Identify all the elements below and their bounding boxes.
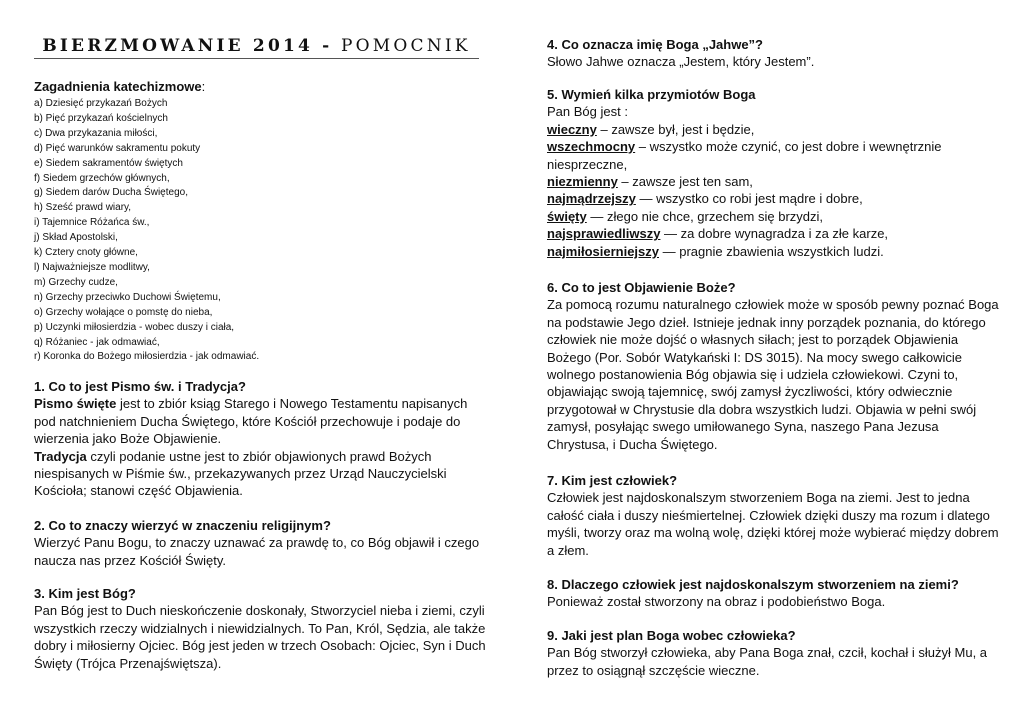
title-underline [34, 58, 479, 59]
list-item: b) Pięć przykazań kościelnych [34, 112, 168, 124]
question-title: 3. Kim jest Bóg? [34, 586, 136, 601]
list-item: k) Cztery cnoty główne, [34, 247, 138, 259]
list-item: l) Najważniejsze modlitwy, [34, 261, 150, 273]
title-bold: BIERZMOWANIE 2014 - [42, 36, 333, 56]
list-item: m) Grzechy cudze, [34, 276, 118, 288]
question-answer: Pan Bóg jest to Duch nieskończenie doskonały, Stworzyciel nieba i ziemi, czyli wszystkich rzeczy widzialnych i niewidzialnych. To Pan, Król, Sędzia, ale także dobry i miłosierny Ojciec. Bóg jest jeden w trzech Osobach: Ojciec, Syn i Duch Święty (Trójca Przenajświętsza). [34, 603, 486, 671]
list-item: a) Dziesięć przykazań Bożych [34, 98, 168, 109]
list-item: i) Tajemnice Różańca św., [34, 217, 150, 229]
attribute-item: święty — złego nie chce, grzechem się brzydzi, [547, 208, 824, 224]
question-1 [34, 378, 486, 500]
question-title: 4. Co oznacza imię Boga „Jahwe”? [547, 37, 763, 52]
title-subtitle: POMOCNIK [341, 36, 471, 56]
question-title: 7. Kim jest człowiek? [547, 473, 678, 488]
question-answer: Ponieważ został stworzony na obraz i podobieństwo Boga. [547, 594, 886, 610]
topics-section [34, 78, 474, 365]
question-title: 5. Wymień kilka przymiotów Boga [547, 87, 756, 102]
list-item: q) Różaniec - jak odmawiać, [34, 336, 160, 348]
question-answer: Człowiek jest najdoskonalszym stworzeniem Boga na ziemi. Jest to jedna całość ciała i duszy nieśmiertelnej. Człowiek dzięki duszy ma rozum i dlatego myśli, tworzy oraz ma wolną wolę, dzięki której może wybierać między dobrem a złem. [547, 490, 999, 558]
question-4 [547, 36, 999, 71]
question-intro: Pan Bóg jest : [547, 104, 628, 120]
list-item: p) Uczynki miłosierdzia - wobec duszy i ciała, [34, 321, 235, 333]
topics-heading: Zagadnienia katechizmowe: [34, 79, 206, 94]
question-8 [547, 576, 999, 611]
list-item: d) Pięć warunków sakramentu pokuty [34, 142, 201, 154]
attribute-item: niezmienny – zawsze jest ten sam, [547, 174, 753, 190]
list-item: r) Koronka do Bożego miłosierdzia - jak odmawiać. [34, 351, 260, 363]
question-title: 8. Dlaczego człowiek jest najdoskonalszym stworzeniem na ziemi? [547, 577, 959, 592]
question-answer: Pismo święte jest to zbiór ksiąg Starego i Nowego Testamentu napisanych pod natchnieniem Ducha Świętego, które Kościół przechowuje i podaje do wierzenia jako Boże Objawienie. [34, 396, 468, 447]
attribute-item: najsprawiedliwszy — za dobre wynagradza i za złe karze, [547, 226, 889, 242]
question-title: 6. Co to jest Objawienie Boże? [547, 280, 736, 295]
attribute-item: najmiłosierniejszy — pragnie zbawienia wszystkich ludzi. [547, 243, 884, 259]
attribute-item: wszechmocny – wszystko może czynić, co jest dobre i wewnętrznie niesprzeczne, [547, 139, 942, 172]
question-title: 9. Jaki jest plan Boga wobec człowieka? [547, 628, 796, 643]
question-answer: Za pomocą rozumu naturalnego człowiek może w sposób pewny poznać Boga na podstawie Jego dzieł. Istnieje jednak inny porządek poznania, do którego człowiek nie może dojść o własnych siłach; jest to porządek Objawienia Bożego (Por. Sobór Watykański I: DS 3015). Na mocy swego całkowicie wolnego postanowienia Bóg objawia się i udziela człowiekowi. Czyni to, objawiając swoją tajemnicę, swój zamysł życzliwości, który odwiecznie przygotował w Chrystusie dla dobra wszystkich ludzi. Objawia w pełni swój zamysł, posyłając swego umiłowanego Syna, naszego Pana Jezusa Chrystusa, i Ducha Świętego. [547, 297, 999, 452]
list-item: e) Siedem sakramentów świętych [34, 157, 183, 169]
question-answer: Słowo Jahwe oznacza „Jestem, który Jestem”. [547, 54, 815, 70]
question-9 [547, 627, 999, 679]
question-5 [547, 86, 999, 260]
question-title: 1. Co to jest Pismo św. i Tradycja? [34, 379, 246, 394]
list-item: n) Grzechy przeciwko Duchowi Świętemu, [34, 291, 221, 303]
question-answer: Tradycja czyli podanie ustne jest to zbiór objawionych prawd Bożych niespisanych w Piśmie św., przekazywanych przez Urząd Nauczycielski Kościoła; stanowi część Objawienia. [34, 448, 447, 499]
question-title: 2. Co to znaczy wierzyć w znaczeniu religijnym? [34, 518, 331, 533]
list-item: c) Dwa przykazania miłości, [34, 127, 158, 139]
list-item: o) Grzechy wołające o pomstę do nieba, [34, 306, 213, 318]
question-answer: Wierzyć Panu Bogu, to znaczy uznawać za prawdę to, co Bóg objawił i czego naucza nas przez Kościół Święty. [34, 535, 480, 568]
question-7 [547, 472, 999, 559]
attribute-item: najmądrzejszy — wszystko co robi jest mądre i dobre, [547, 191, 863, 207]
list-item: f) Siedem grzechów głównych, [34, 172, 170, 184]
list-item: g) Siedem darów Ducha Świętego, [34, 187, 188, 199]
page-title [34, 36, 479, 56]
question-3 [34, 585, 486, 672]
question-6 [547, 279, 999, 453]
question-2 [34, 517, 486, 569]
attribute-item: wieczny – zawsze był, jest i będzie, [547, 121, 755, 137]
list-item: h) Sześć prawd wiary, [34, 202, 132, 214]
topics-list [34, 97, 474, 365]
list-item: j) Skład Apostolski, [34, 232, 118, 244]
question-answer: Pan Bóg stworzył człowieka, aby Pana Boga znał, czcił, kochał i służył Mu, a przez to osiągnął szczęście wieczne. [547, 645, 988, 678]
